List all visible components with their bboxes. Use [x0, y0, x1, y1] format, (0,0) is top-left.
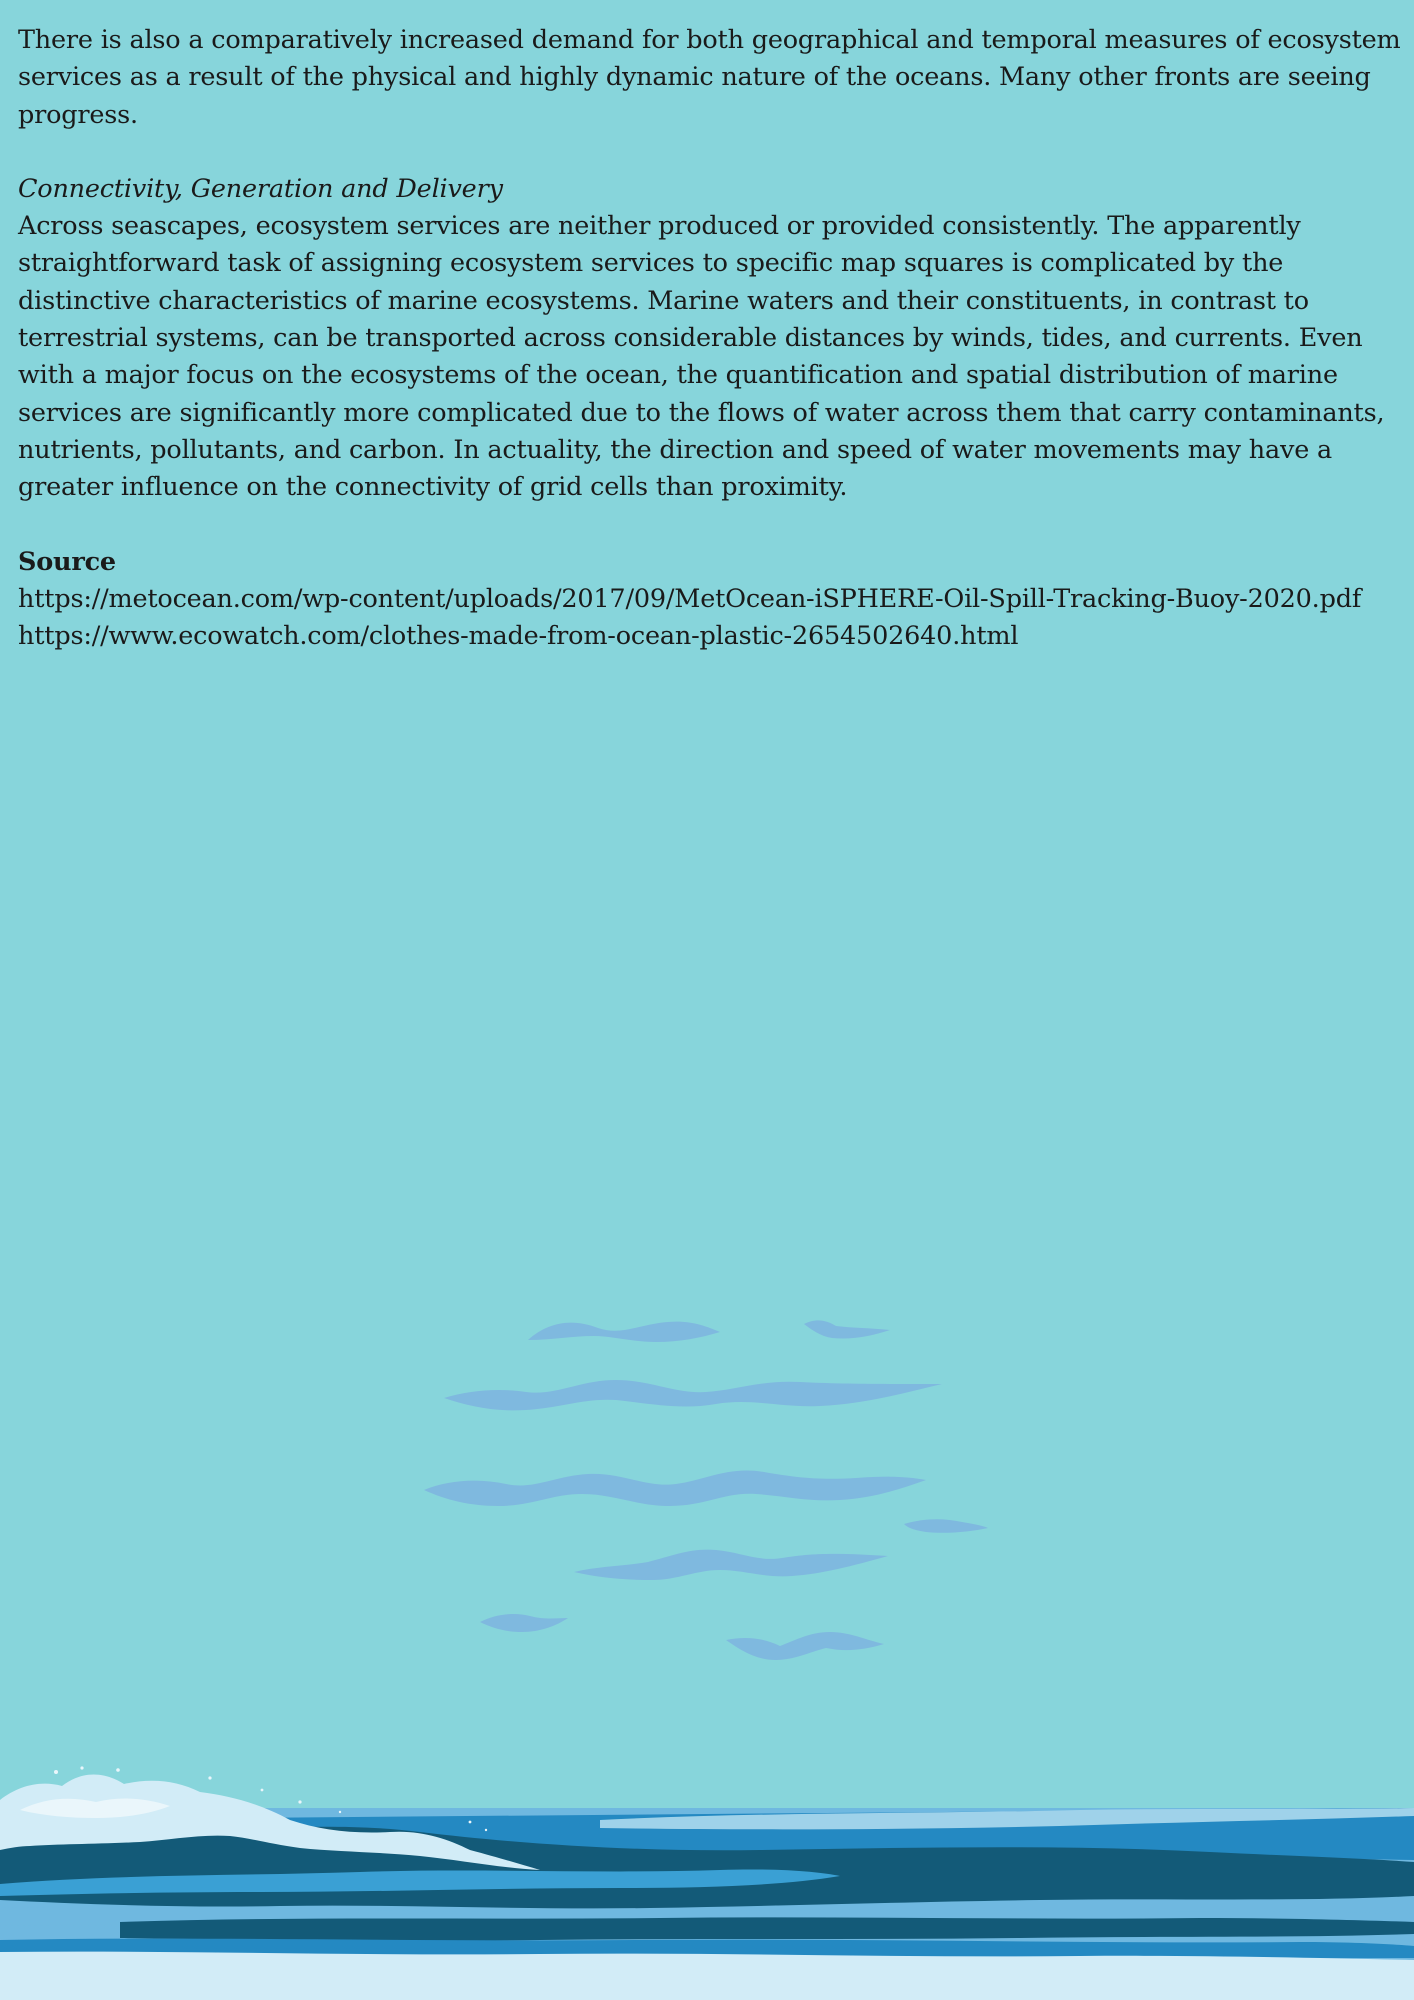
foam-dot	[208, 1776, 211, 1779]
foam-dot	[339, 1811, 341, 1813]
source-link-2[interactable]: https://www.ecowatch.com/clothes-made-from-ocean-plastic-2654502640.html	[18, 621, 1019, 652]
foam-dot	[80, 1766, 83, 1769]
foam-dot	[298, 1800, 301, 1803]
section-body: Across seascapes, ecosystem services are neither produced or provided consistently. The apparently straightforward task of assigning ecosystem services to specific map squares is complicated by the distinctive characteristics of marine ecosystems. Marine waters and their constituents, in contrast to terrestrial systems, can be transported across considerable distances by winds, tides, and currents. Even with a major focus on the ecosystems of the ocean, the quantification and spatial distribution of marine services are significantly more complicated due to the flows of water across them that carry contaminants, nutrients, pollutants, and carbon. In actuality, the direction and speed of water movements may have a greater influence on the connectivity of grid cells than proximity.	[18, 211, 1385, 503]
source-link-1[interactable]: https://metocean.com/wp-content/uploads/2017/09/MetOcean-iSPHERE-Oil-Spill-Tracking-Buoy-2020.pdf	[18, 583, 1362, 614]
foam-dot	[469, 1821, 472, 1824]
foam-dot	[485, 1829, 487, 1831]
foam-dot	[261, 1789, 264, 1792]
foam-dot	[54, 1770, 58, 1774]
intro-paragraph: There is also a comparatively increased demand for both geographical and temporal measures of ecosystem services as a result of the physical and highly dynamic nature of the oceans. Many other fronts are seeing progress.	[18, 25, 1401, 130]
foam-dot	[116, 1768, 120, 1772]
source-heading: Source	[18, 546, 116, 577]
section-heading: Connectivity, Generation and Delivery	[18, 173, 503, 204]
